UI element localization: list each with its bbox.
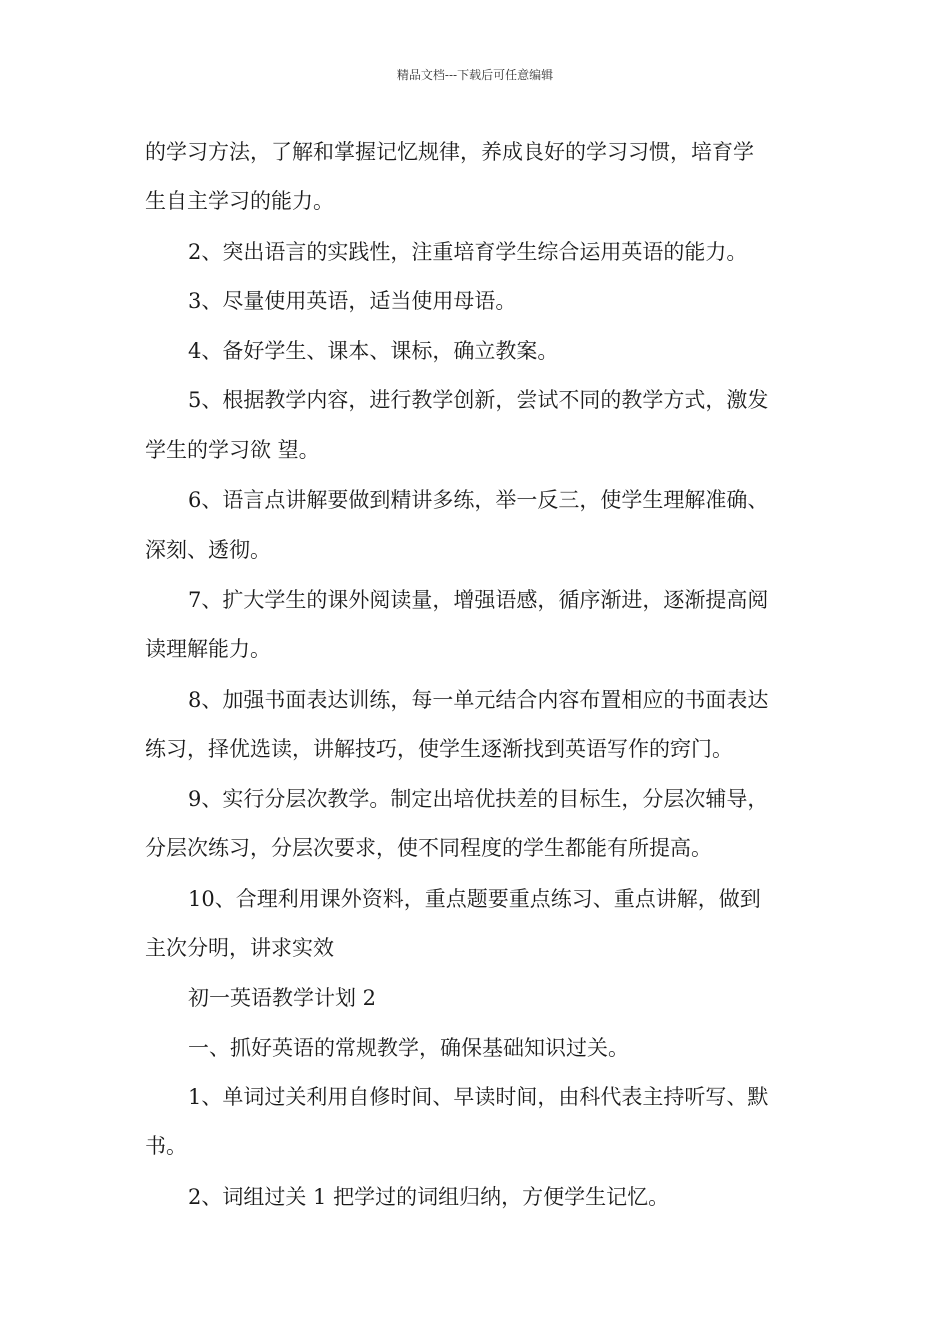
text-line: 学生的学习欲 望。	[145, 438, 320, 462]
text-line: 读理解能力。	[145, 637, 271, 661]
text-line: 生自主学习的能力。	[145, 189, 334, 213]
text-line: 练习，择优选读，讲解技巧，使学生逐渐找到英语写作的窍门。	[145, 737, 733, 761]
text-line: 2、词组过关 1 把学过的词组归纳，方便学生记忆。	[188, 1185, 670, 1209]
section-title: 初一英语教学计划 2	[188, 986, 377, 1010]
text-line: 2、突出语言的实践性，注重培育学生综合运用英语的能力。	[188, 240, 748, 264]
text-line: 书。	[145, 1134, 187, 1158]
text-line: 一、抓好英语的常规教学，确保基础知识过关。	[188, 1036, 629, 1060]
text-line: 5、根据教学内容，进行教学创新，尝试不同的教学方式，激发	[188, 388, 769, 412]
text-line: 4、备好学生、课本、课标，确立教案。	[188, 339, 559, 363]
text-line: 7、扩大学生的课外阅读量，增强语感，循序渐进，逐渐提高阅	[188, 588, 769, 612]
text-line: 6、语言点讲解要做到精讲多练，举一反三，使学生理解准确、	[188, 488, 769, 512]
text-line: 8、加强书面表达训练，每一单元结合内容布置相应的书面表达	[188, 688, 769, 712]
text-line: 1、单词过关利用自修时间、早读时间，由科代表主持听写、默	[188, 1085, 769, 1109]
text-line: 3、尽量使用英语，适当使用母语。	[188, 289, 517, 313]
text-line: 10、合理利用课外资料，重点题要重点练习、重点讲解，做到	[188, 887, 761, 911]
text-line: 主次分明，讲求实效	[145, 936, 334, 960]
page-header: 精品文档---下载后可任意编辑	[396, 68, 554, 82]
text-line: 分层次练习，分层次要求，使不同程度的学生都能有所提高。	[145, 836, 712, 860]
text-line: 9、实行分层次教学。制定出培优扶差的目标生，分层次辅导，	[188, 787, 769, 811]
text-line: 深刻、透彻。	[145, 538, 271, 562]
text-line: 的学习方法，了解和掌握记忆规律，养成良好的学习习惯，培育学	[145, 140, 754, 164]
